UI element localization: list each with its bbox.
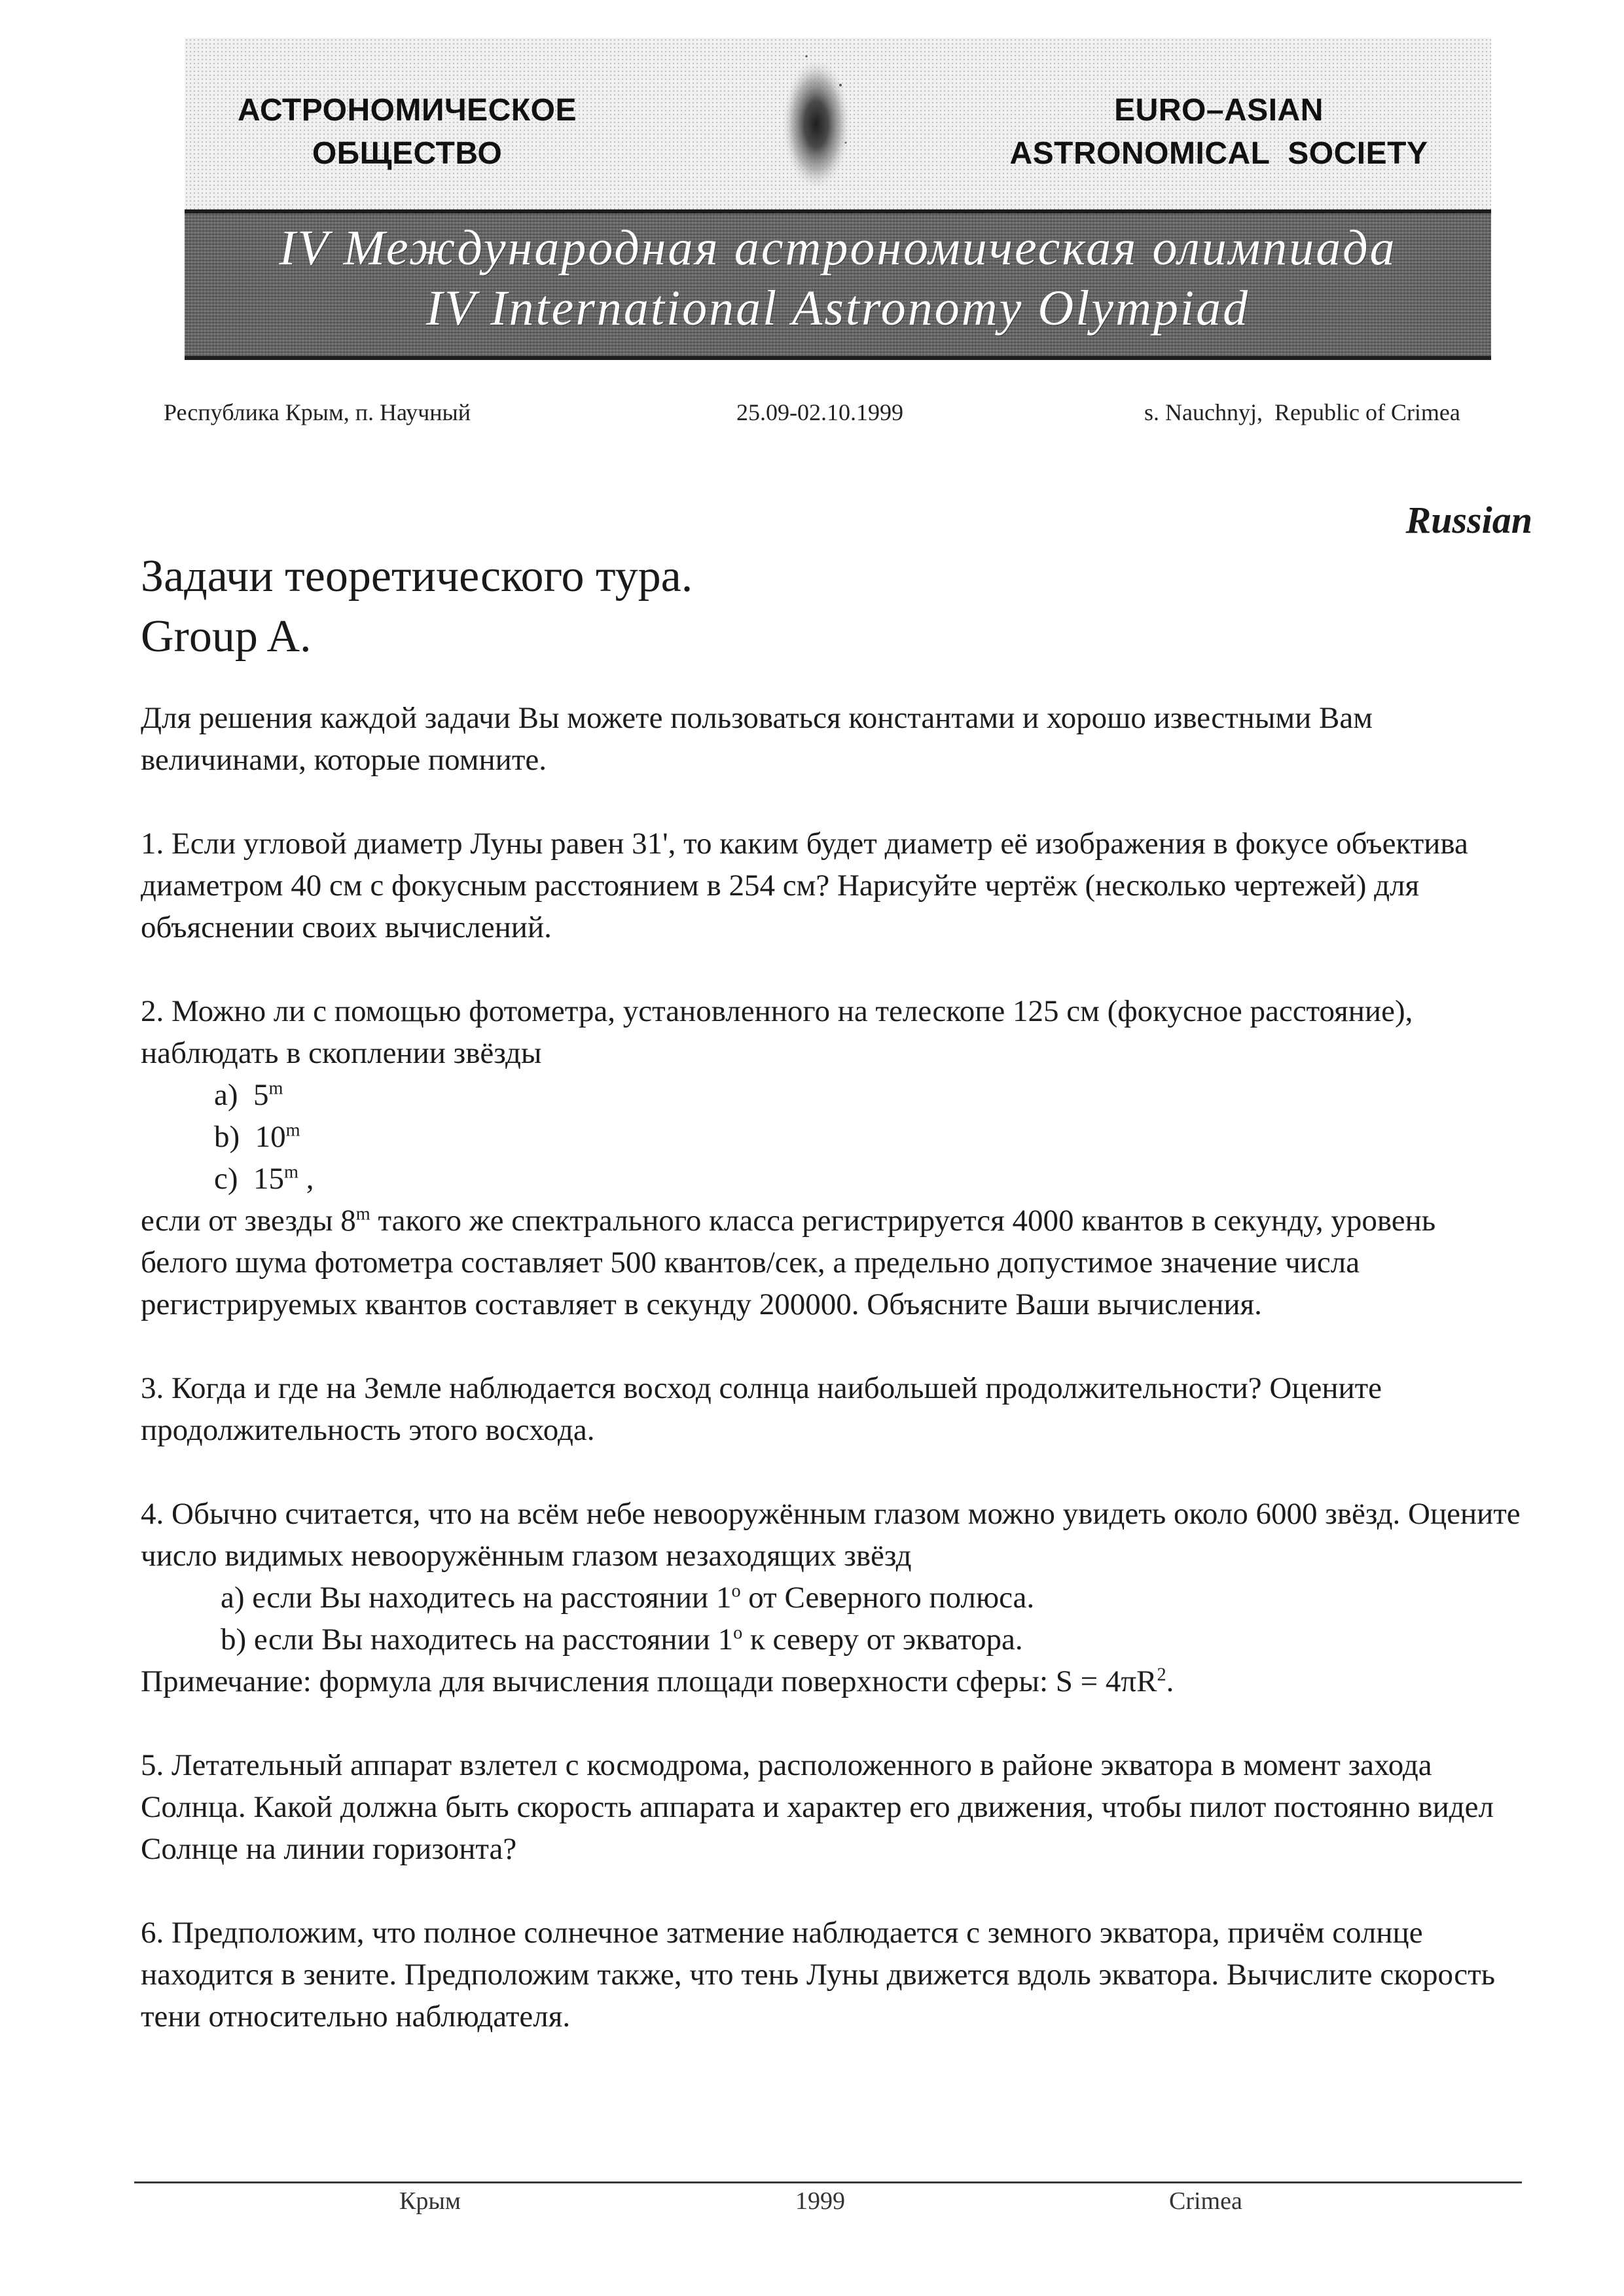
problem-text: Если угловой диаметр Луны равен 31', то каким будет диаметр её изображения в фокусе объектива диаметром 40 см с фокусным расстоянием в 254 см? Нарисуйте чертёж (несколько чертежей) для объяснении своих вычислений. bbox=[141, 827, 1468, 944]
page-title bbox=[141, 547, 693, 667]
problems-body bbox=[141, 697, 1522, 2037]
option-label: c) bbox=[214, 1162, 238, 1196]
society-name-ru-line1: АСТРОНОМИЧЕСКОЕ bbox=[237, 93, 577, 128]
footer-right: Crimea bbox=[1169, 2187, 1242, 2215]
option-value: 10 bbox=[255, 1120, 286, 1154]
problem-option: c) 15$^m$ , bbox=[214, 1162, 314, 1196]
option-label: a) bbox=[214, 1078, 238, 1112]
banner-bottom-border bbox=[185, 356, 1491, 360]
header-banner bbox=[185, 38, 1491, 362]
location-ru: Республика Крым, п. Научный bbox=[164, 399, 471, 425]
problem-option: a) если Вы находитесь на расстоянии 1$^o$ от Северного полюса. bbox=[221, 1581, 1035, 1615]
magnitude-sup: m bbox=[285, 1120, 300, 1141]
olympiad-title-en: IV International Astronomy Olympiad bbox=[425, 281, 1250, 336]
problem-text: Летательный аппарат взлетел с космодрома, расположенного в районе экватора в момент захода Солнца. Какой должна быть скорость аппарата и характер его движения, чтобы пилот постоянно видел Солнце на линии горизонта? bbox=[141, 1748, 1494, 1866]
degree-sup: o bbox=[733, 1623, 743, 1643]
society-name-en bbox=[970, 89, 1468, 175]
problem-text: Обычно считается, что на всём небе невооружённым глазом можно увидеть около 6000 звёзд. Оцените число видимых невооружённым глазом незаходящих звёзд bbox=[141, 1497, 1521, 1573]
problem-option bbox=[141, 1074, 1522, 1116]
footer-left: Крым bbox=[399, 2187, 461, 2215]
problem-5 bbox=[141, 1744, 1522, 1870]
problem-number: 1. bbox=[141, 827, 164, 861]
problem-2-continuation: если от звезды 8$^m$ такого же спектрального класса регистрируется 4000 квантов в секунду, уровень белого шума фотометра составляет 500 квантов/сек, а предельно допустимое значение числа регистрируемых квантов составляет в секунду 200000. Объясните Ваши вычисления. bbox=[141, 1204, 1436, 1321]
society-name-ru-line2: ОБЩЕСТВО bbox=[312, 136, 503, 171]
problem-number: 3. bbox=[141, 1371, 164, 1405]
degree-sup: o bbox=[731, 1581, 741, 1602]
problem-text: Можно ли с помощью фотометра, установленного на телескопе 125 см (фокусное расстояние), наблюдать в скоплении звёзды bbox=[141, 994, 1413, 1070]
option-label: a) bbox=[221, 1581, 245, 1615]
title-round: Задачи теоретического тура. bbox=[141, 551, 693, 601]
problem-option: b) если Вы находитесь на расстоянии 1$^o$ к северу от экватора. bbox=[221, 1623, 1023, 1657]
olympiad-title-ru: IV Международная астрономическая олимпиада bbox=[279, 221, 1397, 276]
magnitude-sup: m bbox=[268, 1078, 283, 1099]
footer-year: 1999 bbox=[795, 2187, 845, 2215]
problem-3 bbox=[141, 1367, 1522, 1451]
banner-bottom-panel bbox=[185, 213, 1491, 356]
problem-1 bbox=[141, 823, 1522, 948]
event-dates: 25.09-02.10.1999 bbox=[736, 399, 903, 425]
society-name-ru bbox=[224, 89, 590, 175]
footer-divider bbox=[134, 2181, 1522, 2183]
intro-paragraph: Для решения каждой задачи Вы можете пользоваться константами и хорошо известными Вам величинами, которые помните. bbox=[141, 701, 1373, 777]
problem-number: 4. bbox=[141, 1497, 164, 1531]
problem-number: 5. bbox=[141, 1748, 164, 1782]
problem-4 bbox=[141, 1493, 1522, 1702]
society-name-en-line1: EURO–ASIAN bbox=[1114, 93, 1324, 128]
option-value: 5 bbox=[253, 1078, 269, 1112]
problem-option bbox=[141, 1116, 1522, 1158]
magnitude-sup: m bbox=[284, 1162, 298, 1183]
problem-2 bbox=[141, 990, 1522, 1325]
society-name-en-line2: ASTRONOMICAL SOCIETY bbox=[1009, 136, 1428, 171]
option-label: b) bbox=[214, 1120, 240, 1154]
title-group: Group A. bbox=[141, 611, 312, 662]
problem-number: 2. bbox=[141, 994, 164, 1028]
problem-4-note: Примечание: формула для вычисления площади поверхности сферы: $S = 4\pi R^2$. bbox=[141, 1664, 1174, 1698]
galaxy-icon bbox=[767, 51, 865, 195]
location-en: s. Nauchnyj, Republic of Crimea bbox=[1144, 399, 1460, 425]
problem-number: 6. bbox=[141, 1916, 164, 1950]
problem-text: Когда и где на Земле наблюдается восход солнца наибольшей продолжительности? Оцените продолжительность этого восхода. bbox=[141, 1371, 1382, 1447]
banner-top-panel bbox=[185, 38, 1491, 209]
problem-6 bbox=[141, 1912, 1522, 2037]
option-value: 15 bbox=[253, 1162, 285, 1196]
option-label: b) bbox=[221, 1623, 247, 1657]
language-label: Russian bbox=[1405, 499, 1532, 541]
problem-text: Предположим, что полное солнечное затмение наблюдается с земного экватора, причём солнце находится в зените. Предположим также, что тень Луны движется вдоль экватора. Вычислите скорость тени относительно наблюдателя. bbox=[141, 1916, 1496, 2034]
